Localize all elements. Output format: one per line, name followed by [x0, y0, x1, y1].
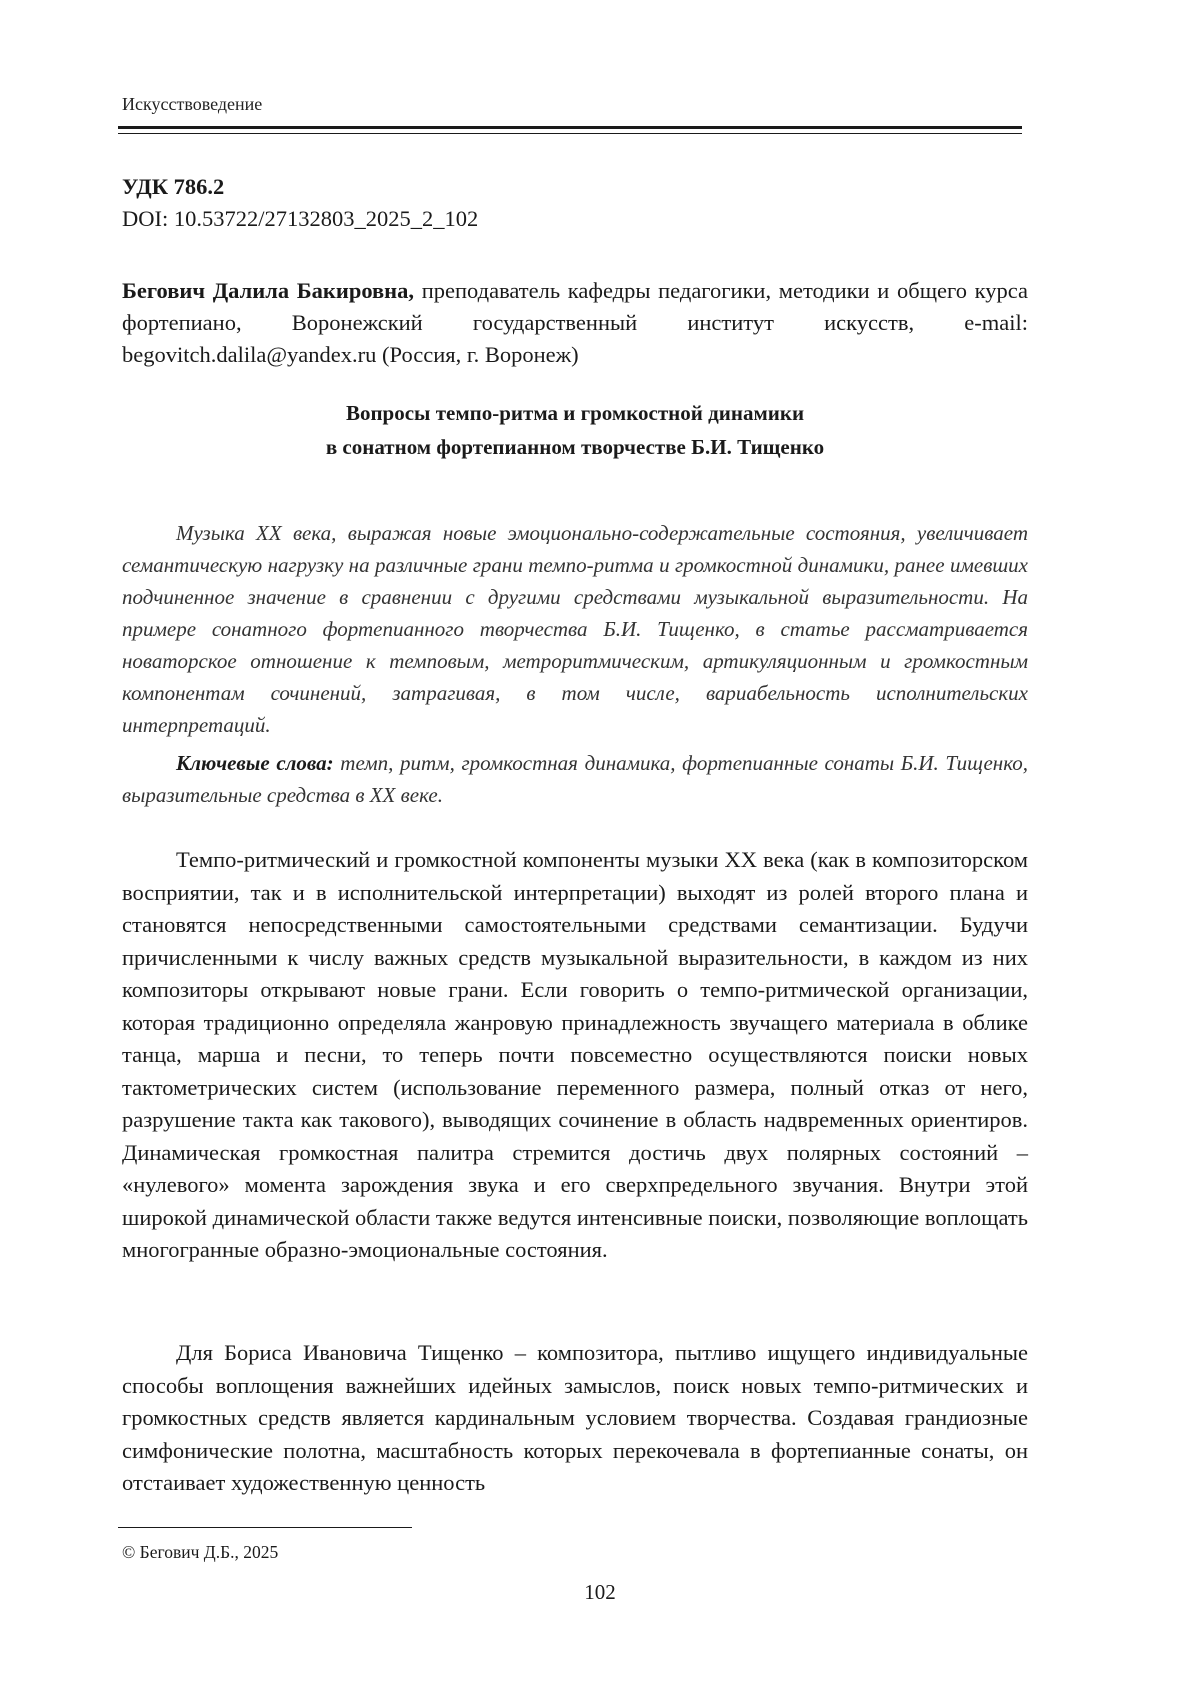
copyright-footnote: © Бегович Д.Б., 2025 — [122, 1542, 279, 1562]
udk-code: УДК 786.2 — [122, 174, 225, 199]
article-title-line-2: в сонатном фортепианном творчестве Б.И. Тищенко — [325, 435, 825, 459]
doi: DOI: 10.53722/27132803_2025_2_102 — [122, 206, 479, 231]
article-title-line-1: Вопросы темпо-ритма и громкостной динамики — [345, 401, 805, 425]
header-rule-thick — [118, 126, 1022, 129]
header-rule-thin — [118, 133, 1022, 134]
footnote-rule — [118, 1527, 412, 1528]
body-paragraph-1: Темпо-ритмический и громкостной компоненты музыки XX века (как в композиторском восприятии, так и в исполнительской интерпретации) выходят из ролей второго плана и становятся непосредственными самостоятельными средствами семантизации. Будучи причисленными к числу важных средств музыкальной выразительности, в каждом из них композиторы открывают новые грани. Если говорить о темпо-ритмической организации, которая традиционно определяла жанровую принадлежность звучащего материала в облике танца, марша и песни, то теперь почти повсеместно осуществляются поиски новых тактометрических систем (использование переменного размера, полный отказ от него, разрушение такта как такового), выводящих сочинение в область надвременных ориентиров. Динамическая громкостная палитра стремится достичь двух полярных состояний – «нулевого» момента зарождения звука и его сверхпредельного звучания. Внутри этой широкой динамической области также ведутся интенсивные поиски, позволяющие воплощать многогранные образно-эмоциональные состояния. — [122, 847, 1028, 1262]
author-name: Бегович Далила Бакировна, — [122, 278, 415, 303]
author-details: преподаватель кафедры педагогики, методики и общего курса фортепиано, Воронежский государственный институт искусств, e-mail: begovitch.dalila@yandex.ru (Россия, г. Воронеж) — [122, 278, 1028, 367]
keywords — [122, 747, 1028, 811]
page-number: 102 — [584, 1580, 616, 1604]
body-paragraph-2: Для Бориса Ивановича Тищенко – композитора, пытливо ищущего индивидуальные способы воплощения важнейших идейных замыслов, поиск новых темпо-ритмических и громкостных средств является кардинальным условием творчества. Создавая грандиозные симфонические полотна, масштабность которых перекочевала в фортепианные сонаты, он отстаивает художественную ценность — [122, 1340, 1028, 1495]
author-info — [122, 275, 1028, 371]
abstract: Музыка XX века, выражая новые эмоционально-содержательные состояния, увеличивает семантическую нагрузку на различные грани темпо-ритма и громкостной динамики, ранее имевших подчиненное значение в сравнении с другими средствами музыкальной выразительности. На примере сонатного фортепианного творчества Б.И. Тищенко, в статье рассматривается новаторское отношение к темповым, метроритмическим, артикуляционным и громкостным компонентам сочинений, затрагивая, в том числе, вариабельность исполнительских интерпретаций. — [122, 521, 1028, 737]
keywords-text: темп, ритм, громкостная динамика, фортепианные сонаты Б.И. Тищенко, выразительные средства в XX веке. — [122, 751, 1028, 807]
running-head: Искусствоведение — [122, 94, 263, 114]
keywords-label: Ключевые слова: — [176, 751, 334, 775]
